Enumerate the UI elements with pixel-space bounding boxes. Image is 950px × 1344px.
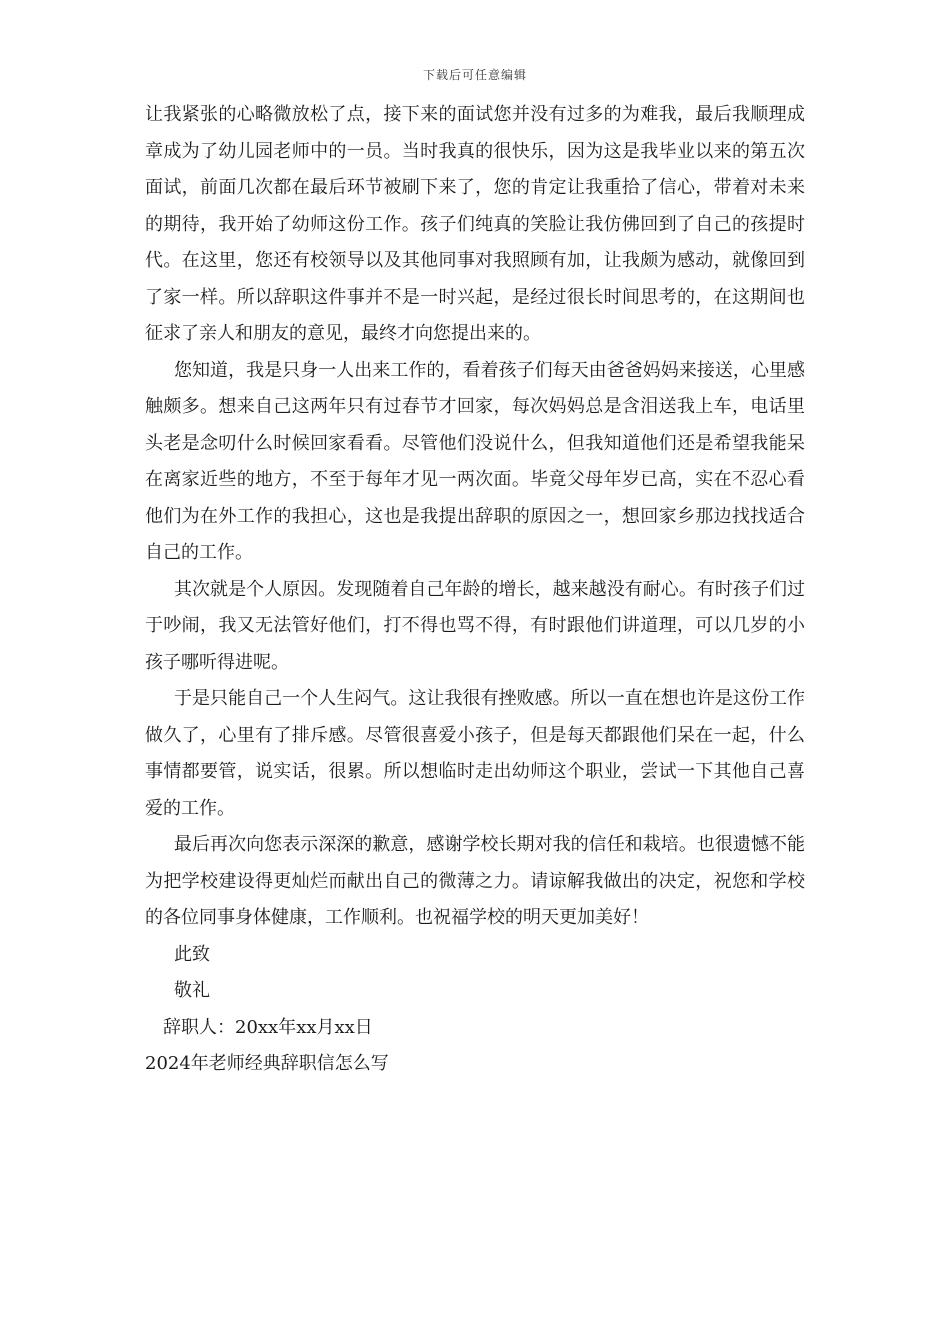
letter-body (145, 97, 805, 1083)
letter-paragraph-1: 让我紧张的心略微放松了点，接下来的面试您并没有过多的为难我，最后我顺理成章成为了幼儿园老师中的一员。当时我真的很快乐，因为这是我毕业以来的第五次面试，前面几次都在最后环节被刷下来了，您的肯定让我重拾了信心，带着对未来的期待，我开始了幼师这份工作。孩子们纯真的笑脸让我仿佛回到了自己的孩提时代。在这里，您还有校领导以及其他同事对我照顾有加，让我颇为感动，就像回到了家一样。所以辞职这件事并不是一时兴起，是经过很长时间思考的，在这期间也征求了亲人和朋友的意见，最终才向您提出来的。 (145, 104, 805, 344)
letter-paragraph-3: 其次就是个人原因。发现随着自己年龄的增长，越来越没有耐心。有时孩子们过于吵闹，我又无法管好他们，打不得也骂不得，有时跟他们讲道理，可以几岁的小孩子哪听得进呢。 (145, 578, 805, 673)
letter-paragraph-4: 于是只能自己一个人生闷气。这让我很有挫败感。所以一直在想也许是这份工作做久了，心里有了排斥感。尽管很喜爱小孩子，但是每天都跟他们呆在一起，什么事情都要管，说实话，很累。所以想临时走出幼师这个职业，尝试一下其他自己喜爱的工作。 (145, 688, 805, 819)
closing-salutation: 此致 (174, 943, 210, 965)
closing-regards: 敬礼 (174, 980, 210, 1001)
letter-paragraph-2: 您知道，我是只身一人出来工作的，看着孩子们每天由爸爸妈妈来接送，心里感触颇多。想来自己这两年只有过春节才回家，每次妈妈总是含泪送我上车，电话里头老是念叨什么时候回家看看。尽管他们没说什么，但我知道他们还是希望我能呆在离家近些的地方，不至于每年才见一两次面。毕竟父母年岁已高，实在不忍心看他们为在外工作的我担心，这也是我提出辞职的原因之一，想回家乡那边找找适合自己的工作。 (145, 359, 805, 563)
header-note: 下载后可任意编辑 (422, 68, 527, 82)
signature-line: 辞职人：20xx年xx月xx日 (163, 1016, 373, 1038)
next-section-title: 2024年老师经典辞职信怎么写 (145, 1053, 389, 1074)
letter-paragraph-5: 最后再次向您表示深深的歉意，感谢学校长期对我的信任和栽培。也很遗憾不能为把学校建设得更灿烂而献出自己的微薄之力。请谅解我做出的决定，祝您和学校的各位同事身体健康，工作顺利。也祝福学校的明天更加美好！ (145, 834, 805, 928)
